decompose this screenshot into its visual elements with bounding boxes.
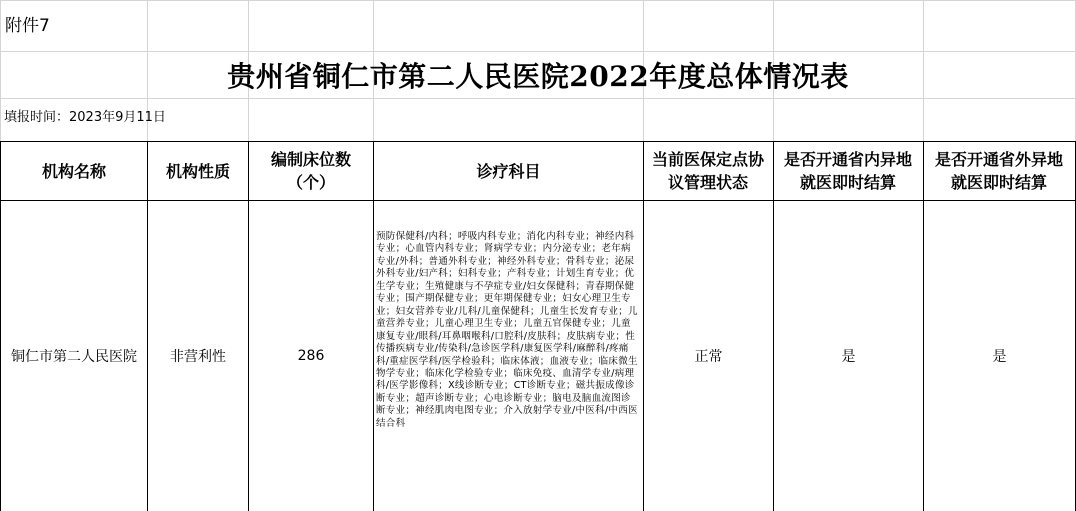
cell-departments: 预防保健科/内科；呼吸内科专业；消化内科专业；神经内科专业；心血管内科专业；肾病学专业；内分泌专业；老年病专业/外科；普通外科专业；神经外科专业；骨科专业；泌尿外科专业/妇产科；妇科专业；产科专业；计划生育专业；优生学专业；生殖健康与不孕症专业/妇女保健科；青春期保健专业；围产期保健专业；更年期保健专业；妇女心理卫生专业；妇女营养专业/儿科/儿童保健科；儿童生长发育专业；儿童营养专业；儿童心理卫生专业；儿童五官保健专业；儿童康复专业/眼科/耳鼻咽喉科/口腔科/皮肤科；皮肤病专业；性传播疾病专业/传染科/急诊医学科/康复医学科/麻醉科/疼痛科/重症医学科/医学检验科；临床体液；血液专业；临床微生物学专业；临床化学检验专业；临床免疫、血清学专业/病理科/医学影像科；X线诊断专业；CT诊断专业；磁共振成像诊断专业；超声诊断专业；心电诊断专业；脑电及脑血流图诊断专业；神经肌肉电图专业；介入放射学专业/中医科/中西医结合科 [376,231,638,429]
header-institution-name: 机构名称 [41,161,106,181]
cell-in-province-settlement: 是 [841,349,856,365]
cell-institution-name: 铜仁市第二人民医院 [11,349,137,365]
attachment-label: 附件7 [5,16,50,36]
page-title: 贵州省铜仁市第二人民医院2022年度总体情况表 [227,60,849,93]
cell-bed-count: 286 [297,348,325,364]
header-departments: 诊疗科目 [476,161,541,181]
header-institution-nature: 机构性质 [165,161,230,181]
header-in-province-settlement: 是否开通省内异地就医即时结算 [783,150,912,192]
cell-out-province-settlement: 是 [992,349,1007,365]
header-bed-count: 编制床位数（个） [270,150,351,192]
report-date: 填报时间：2023年9月11日 [4,110,166,125]
cell-insurance-status: 正常 [694,349,723,365]
header-out-province-settlement: 是否开通省外异地就医即时结算 [934,150,1063,192]
cell-institution-nature: 非营利性 [170,349,226,365]
header-insurance-status: 当前医保定点协议管理状态 [652,150,765,192]
